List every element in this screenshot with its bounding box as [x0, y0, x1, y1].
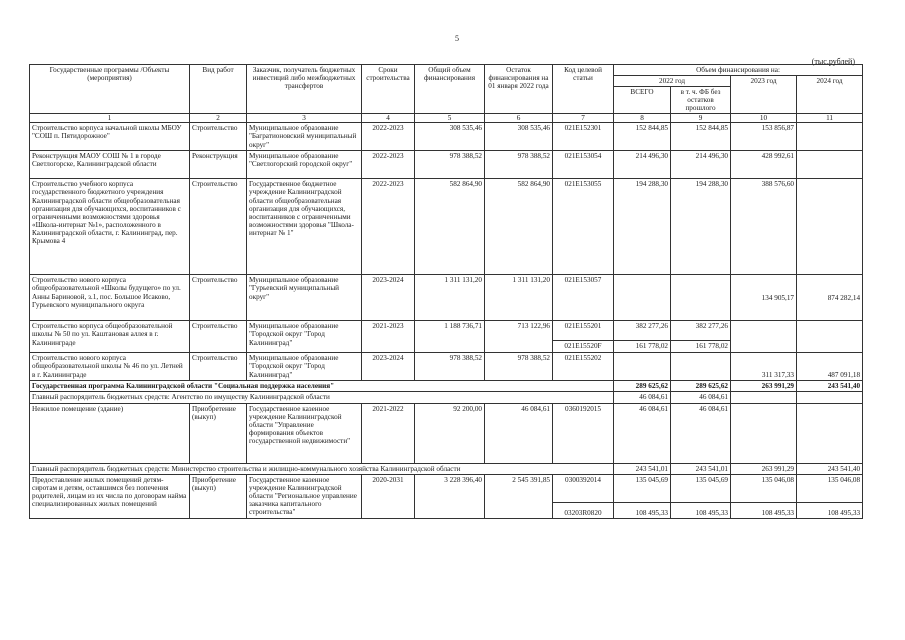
object-name: Строительство корпуса общеобразовательной школы № 50 по ул. Каштановая аллея в г. Калининграде: [30, 321, 190, 353]
terms: 2022-2023: [362, 123, 415, 151]
object-name: Нежилое помещение (здание): [30, 403, 190, 463]
customer: Муниципальное образование "Светлогорский городской округ": [247, 151, 362, 179]
admin-title: Главный распорядитель бюджетных средств: Министерство строительства и жилищно-коммунального хозяйства Калининградской области: [30, 463, 614, 474]
amount-2022-all: 108 495,33: [614, 502, 671, 518]
total: 582 864,90: [415, 179, 485, 275]
hdr-remaining: Остаток финансирования на 01 января 2022 года: [485, 65, 553, 114]
terms: 2021-2023: [362, 321, 415, 353]
total: 978 388,52: [415, 353, 485, 381]
col-num: 5: [415, 114, 485, 123]
object-name: Строительство учебного корпуса государственного бюджетного учреждения Калининградской области общеобразовательная организация для обучающихся, воспитанников с ограниченными возможностями здоровья «Школа-интернат №1», расположенного в Калининградской области, г. Калининград, пер. Крымова 4: [30, 179, 190, 275]
work-type: Строительство: [190, 353, 247, 381]
col-num: 4: [362, 114, 415, 123]
admin-row: [30, 392, 863, 403]
customer: Государственное казенное учреждение Калининградской области "Региональное управление заказчика капитального строительства": [247, 474, 362, 518]
investment-table: [29, 64, 863, 519]
customer: Муниципальное образование "Багратионовский муниципальный округ": [247, 123, 362, 151]
customer: Муниципальное образование "Гурьевский муниципальный округ": [247, 275, 362, 321]
target-code: 021E153054: [553, 151, 614, 179]
work-type: Приобретение (выкуп): [190, 474, 247, 518]
amount-2022-all: 382 277,26: [614, 321, 671, 341]
remaining: 1 311 131,20: [485, 275, 553, 321]
amount-2024: [797, 151, 863, 179]
table-row: [30, 403, 863, 463]
table-row: [30, 151, 863, 179]
amount-2022-all: 46 084,61: [614, 392, 671, 403]
hdr-customer: Заказчик, получатель бюджетных инвестиций либо межбюджетных трансфертов: [247, 65, 362, 114]
amount-2022-fb: 243 541,01: [671, 463, 731, 474]
amount-2022-all: 46 084,61: [614, 403, 671, 463]
work-type: Строительство: [190, 321, 247, 353]
customer: Государственное казенное учреждение Калининградской области "Управление формирования объектов государственной недвижимости": [247, 403, 362, 463]
amount-2022-all: 194 288,30: [614, 179, 671, 275]
target-code: 0360192015: [553, 403, 614, 463]
target-code: 021E153055: [553, 179, 614, 275]
col-num: 6: [485, 114, 553, 123]
amount-2024: 243 541,40: [797, 381, 863, 392]
amount-2023: 263 991,29: [731, 381, 797, 392]
table-row: [30, 179, 863, 275]
unit-note: (тыс.рублей): [811, 57, 855, 66]
terms: 2022-2023: [362, 179, 415, 275]
hdr-funding: Объем финансирования на:: [614, 65, 863, 76]
hdr-2024: 2024 год: [797, 76, 863, 114]
amount-2023: 428 992,61: [731, 151, 797, 179]
amount-2022-all: [614, 275, 671, 321]
admin-title: Главный распорядитель бюджетных средств: Агентство по имуществу Калининградской области: [30, 392, 614, 403]
terms: 2020-2031: [362, 474, 415, 518]
amount-2022-fb: 46 084,61: [671, 392, 731, 403]
admin-row: [30, 463, 863, 474]
col-num: 7: [553, 114, 614, 123]
target-code: 021E155201: [553, 321, 614, 341]
amount-2022-fb: 46 084,61: [671, 403, 731, 463]
amount-2022-all: 152 844,85: [614, 123, 671, 151]
amount-2022-fb: 161 778,02: [671, 341, 731, 353]
remaining: 308 535,46: [485, 123, 553, 151]
work-type: Приобретение (выкуп): [190, 403, 247, 463]
hdr-target-code: Код целевой статьи: [553, 65, 614, 114]
work-type: Строительство: [190, 275, 247, 321]
table-row: [30, 275, 863, 321]
page-number: 5: [455, 34, 459, 43]
hdr-all: ВСЕГО: [614, 87, 671, 114]
amount-2022-fb: 194 288,30: [671, 179, 731, 275]
amount-2023: 135 046,08: [731, 474, 797, 502]
amount-2022-fb: 135 045,69: [671, 474, 731, 502]
customer: Муниципальное образование "Городской округ "Город Калининград": [247, 353, 362, 381]
target-code: 021E15520F: [553, 341, 614, 353]
target-code: 021E153057: [553, 275, 614, 321]
col-num: 8: [614, 114, 671, 123]
amount-2024: [797, 403, 863, 463]
col-num: 9: [671, 114, 731, 123]
program-row: [30, 381, 863, 392]
object-name: Строительство нового корпуса общеобразовательной «Школы будущего» по ул. Анны Бариновой, з.1, пос. Большое Исаково, Гурьевского муниципального округа: [30, 275, 190, 321]
table-row: [30, 321, 863, 341]
customer: Государственное бюджетное учреждение Калининградской области общеобразовательная организация для обучающихся, воспитанников с ограниченными возможностями здоровья "Школа-интернат № 1": [247, 179, 362, 275]
amount-2023: [731, 403, 797, 463]
amount-2023: 388 576,60: [731, 179, 797, 275]
total: 1 188 736,71: [415, 321, 485, 353]
amount-2024: [797, 123, 863, 151]
header-row-1: [30, 65, 863, 76]
amount-2024: 874 282,14: [797, 275, 863, 321]
col-num: 3: [247, 114, 362, 123]
amount-2022-all: 135 045,69: [614, 474, 671, 502]
terms: 2023-2024: [362, 353, 415, 381]
amount-2022-fb: [671, 275, 731, 321]
amount-2023: 263 991,29: [731, 463, 797, 474]
object-name: Реконструкция МАОУ СОШ № 1 в городе Светлогорске, Калининградской области: [30, 151, 190, 179]
amount-2022-fb: 152 844,85: [671, 123, 731, 151]
amount-2023: [731, 321, 797, 353]
target-code: 021E152301: [553, 123, 614, 151]
hdr-work: Вид работ: [190, 65, 247, 114]
amount-2022-all: 243 541,01: [614, 463, 671, 474]
customer: Муниципальное образование "Городской округ "Город Калининград": [247, 321, 362, 353]
amount-2023: 134 905,17: [731, 275, 797, 321]
remaining: 978 388,52: [485, 353, 553, 381]
program-title: Государственная программа Калининградской области "Социальная поддержка населения": [30, 381, 614, 392]
work-type: Реконструкция: [190, 151, 247, 179]
hdr-terms: Сроки строительства: [362, 65, 415, 114]
amount-2023: [731, 392, 797, 403]
total: 978 388,52: [415, 151, 485, 179]
remaining: 978 388,52: [485, 151, 553, 179]
column-number-row: [30, 114, 863, 123]
col-num: 11: [797, 114, 863, 123]
amount-2023: 153 856,87: [731, 123, 797, 151]
amount-2024: 243 541,40: [797, 463, 863, 474]
total: 3 228 396,40: [415, 474, 485, 518]
object-name: Предоставление жилых помещений детям-сиротам и детям, оставшимся без попечения родителей, лицам из их числа по договорам найма специализированных жилых помещений: [30, 474, 190, 518]
amount-2024: 135 046,08: [797, 474, 863, 502]
terms: 2023-2024: [362, 275, 415, 321]
table-row: [30, 474, 863, 502]
hdr-2023: 2023 год: [731, 76, 797, 114]
remaining: 2 545 391,85: [485, 474, 553, 518]
target-code: 021E155202: [553, 353, 614, 381]
terms: 2022-2023: [362, 151, 415, 179]
amount-2022-fb: 108 495,33: [671, 502, 731, 518]
hdr-program: Государственные программы /Объекты (мероприятия): [30, 65, 190, 114]
table-row: [30, 123, 863, 151]
amount-2022-all: 161 778,02: [614, 341, 671, 353]
terms: 2021-2022: [362, 403, 415, 463]
remaining: 582 864,90: [485, 179, 553, 275]
amount-2022-fb: 214 496,30: [671, 151, 731, 179]
col-num: 1: [30, 114, 190, 123]
amount-2024: [797, 179, 863, 275]
amount-2022-fb: 289 625,62: [671, 381, 731, 392]
amount-2024: 487 091,18: [797, 353, 863, 381]
col-num: 10: [731, 114, 797, 123]
amount-2022-all: 289 625,62: [614, 381, 671, 392]
amount-2024: [797, 321, 863, 353]
remaining: 46 084,61: [485, 403, 553, 463]
amount-2023: 108 495,33: [731, 502, 797, 518]
hdr-incl-fb: в т. ч. ФБ без остатков прошлого: [671, 87, 731, 114]
total: 92 200,00: [415, 403, 485, 463]
hdr-total: Общий объем финансирования: [415, 65, 485, 114]
total: 308 535,46: [415, 123, 485, 151]
amount-2022-fb: 382 277,26: [671, 321, 731, 341]
target-code: 0300392014: [553, 474, 614, 502]
amount-2022-all: [614, 353, 671, 381]
work-type: Строительство: [190, 179, 247, 275]
total: 1 311 131,20: [415, 275, 485, 321]
target-code: 03203R0820: [553, 502, 614, 518]
object-name: Строительство корпуса начальной школы МБОУ "СОШ п. Пятидорожное": [30, 123, 190, 151]
table-row: [30, 353, 863, 381]
amount-2023: 311 317,33: [731, 353, 797, 381]
remaining: 713 122,96: [485, 321, 553, 353]
amount-2024: 108 495,33: [797, 502, 863, 518]
amount-2022-fb: [671, 353, 731, 381]
hdr-2022: 2022 год: [614, 76, 731, 87]
work-type: Строительство: [190, 123, 247, 151]
amount-2024: [797, 392, 863, 403]
amount-2022-all: 214 496,30: [614, 151, 671, 179]
col-num: 2: [190, 114, 247, 123]
object-name: Строительство нового корпуса общеобразовательной школы № 46 по ул. Летней в г. Калининграде: [30, 353, 190, 381]
